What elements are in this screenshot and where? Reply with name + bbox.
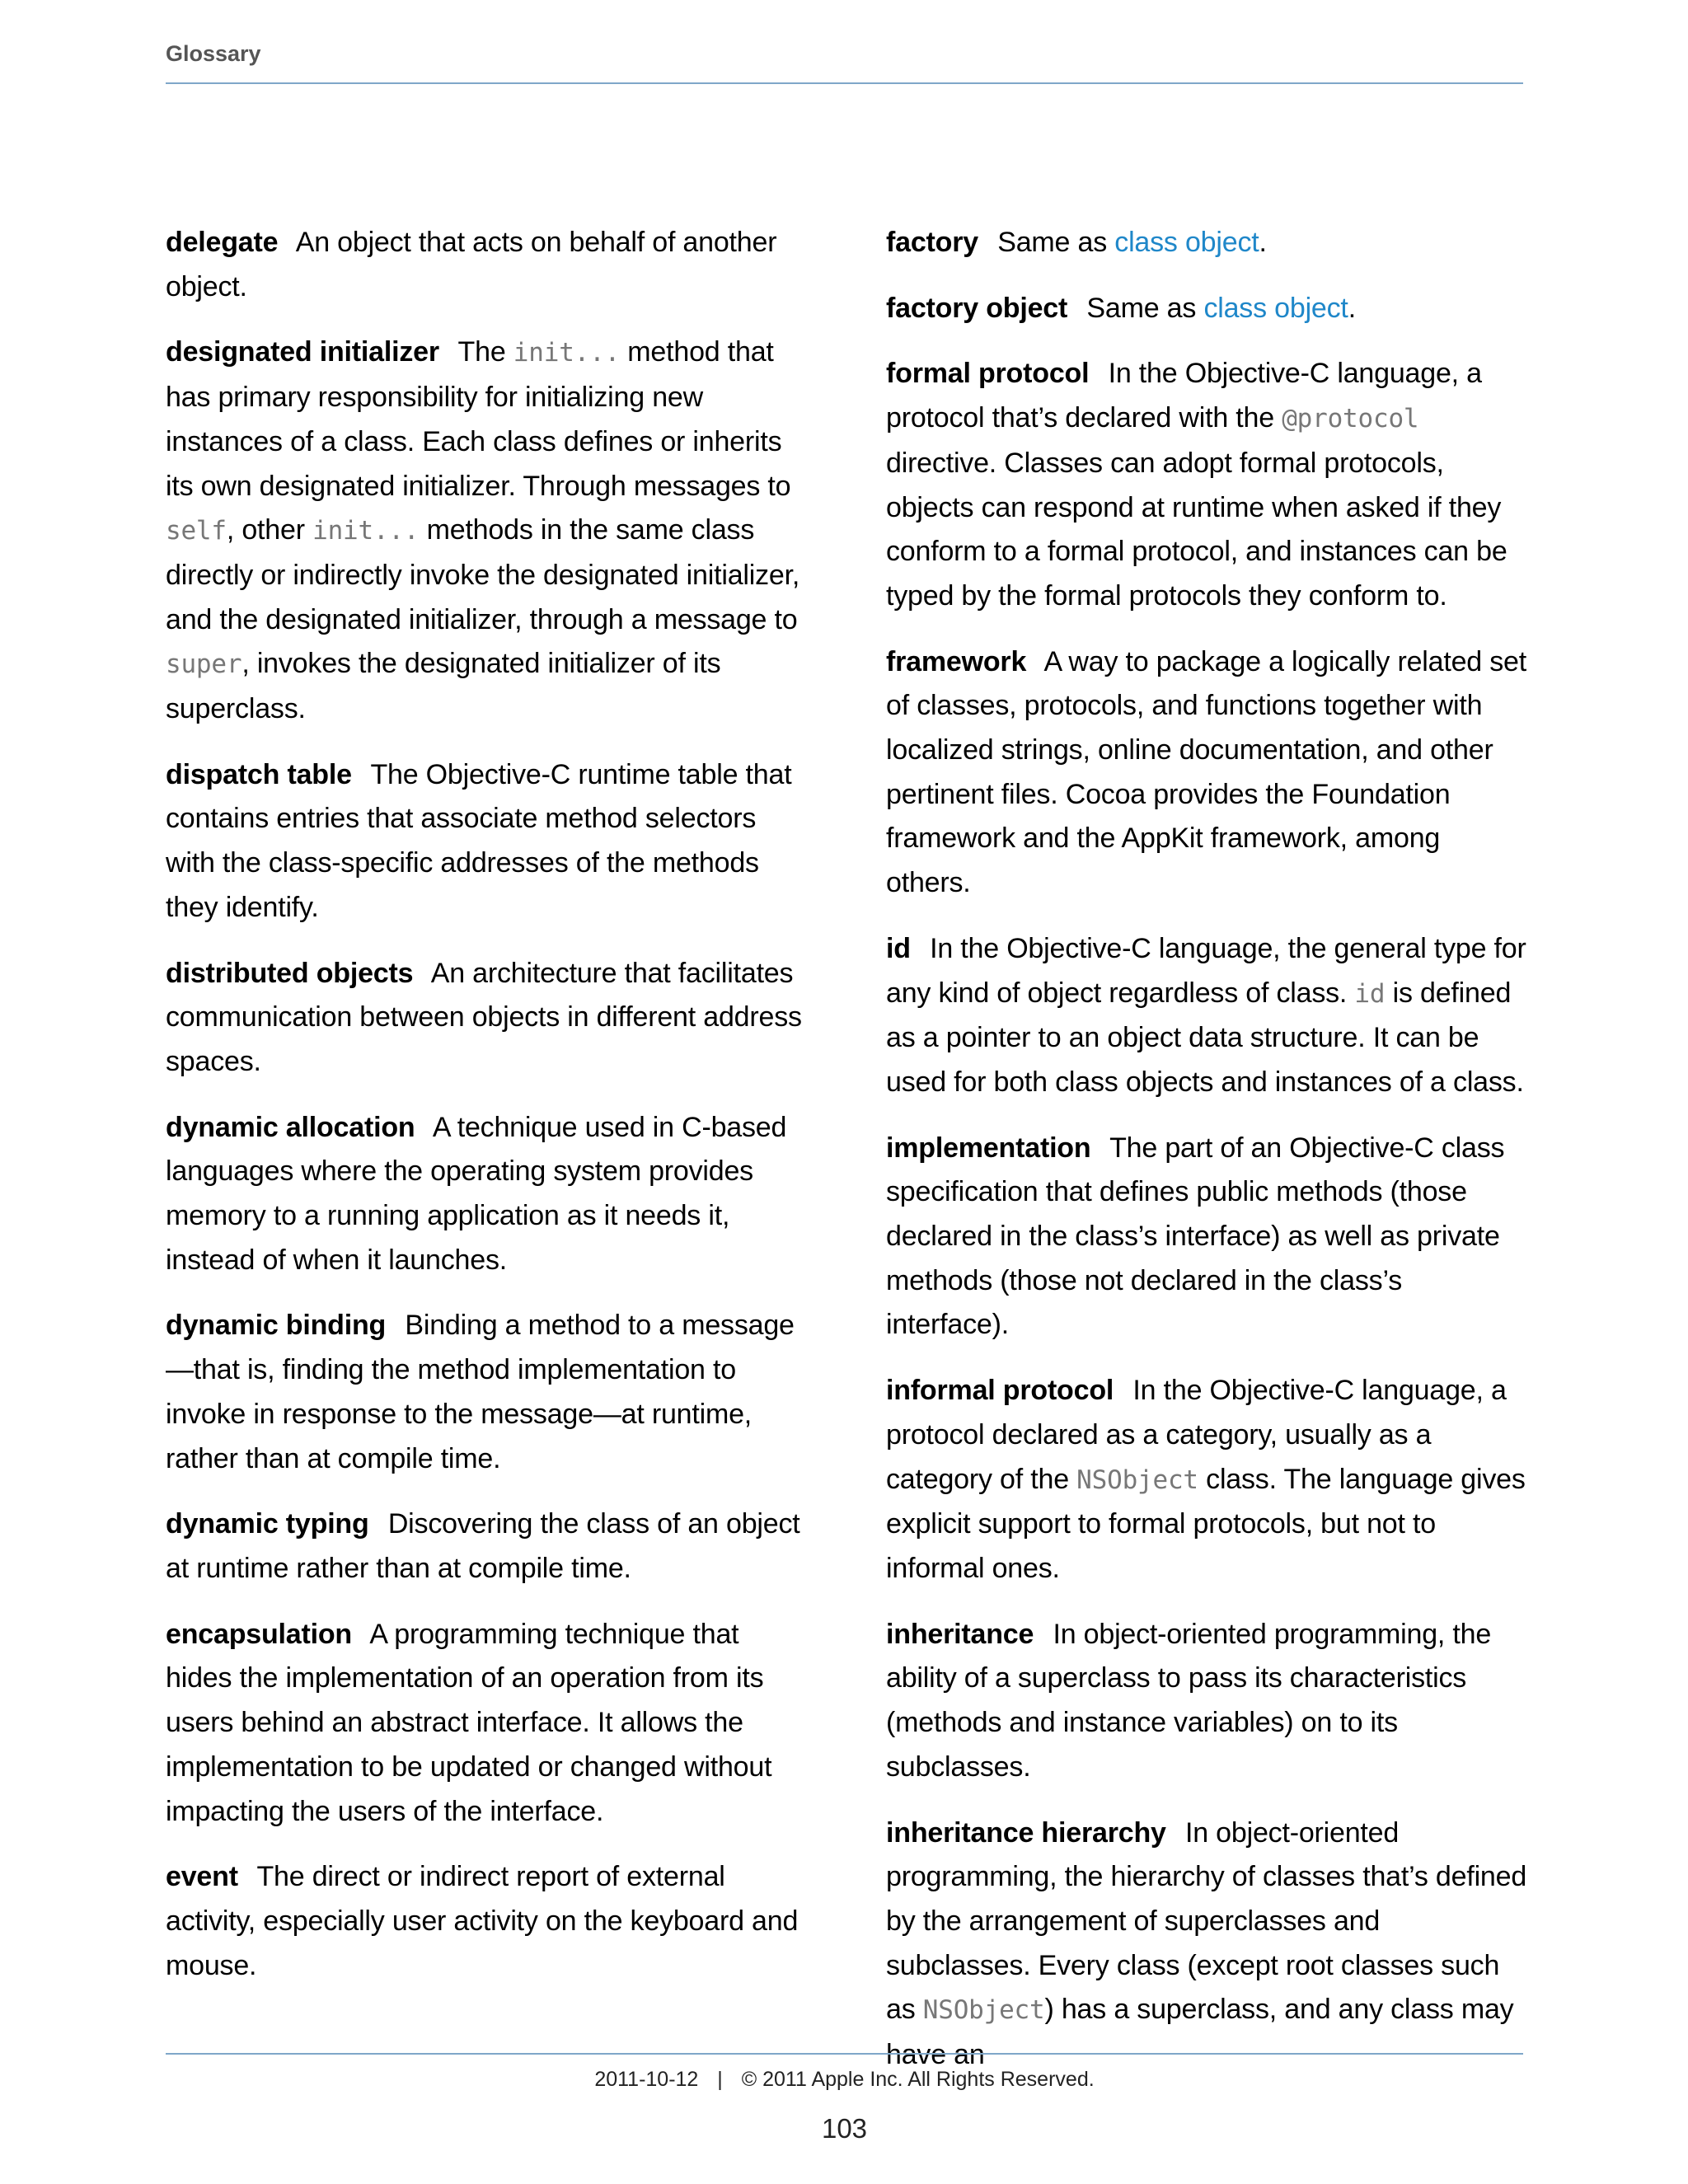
- glossary-term: implementation: [886, 1132, 1091, 1164]
- glossary-column-right: [886, 221, 1529, 2099]
- glossary-definition: A technique used in C-based languages where the operating system provides memory to a running application as it needs it, instead of when it launches.: [166, 1111, 787, 1276]
- glossary-entry-id: [886, 927, 1529, 1105]
- class-object-link[interactable]: class object: [1114, 227, 1259, 258]
- glossary-entry-encapsulation: [166, 1613, 809, 1835]
- glossary-definition-text: methods in the same class directly or indirectly invoke the designated initializer, and the designated initializer, through a message to: [166, 514, 800, 635]
- page-header: [166, 38, 1523, 84]
- glossary-definition-text: , invokes the designated initializer of its superclass.: [166, 648, 721, 725]
- glossary-entry-dispatch-table: [166, 753, 809, 930]
- glossary-entry-designated-initializer: [166, 330, 809, 731]
- glossary-definition: The direct or indirect report of external activity, especially user activity on the keyboard and mouse.: [166, 1861, 799, 1981]
- glossary-term: informal protocol: [886, 1375, 1114, 1407]
- glossary-entry-implementation: [886, 1127, 1529, 1348]
- glossary-term: factory object: [886, 292, 1068, 324]
- code-id: id: [1354, 978, 1386, 1009]
- glossary-entry-dynamic-allocation: [166, 1106, 809, 1283]
- footer-meta: [166, 2068, 1523, 2092]
- glossary-entry-inheritance-hierarchy: [886, 1811, 1529, 2078]
- glossary-definition: An architecture that facilitates communication between objects in different address spaces.: [166, 957, 802, 1077]
- code-nsobject: NSObject: [922, 1995, 1045, 2026]
- glossary-term: framework: [886, 645, 1027, 677]
- glossary-definition-text: .: [1348, 292, 1356, 324]
- glossary-term: factory: [886, 227, 978, 258]
- glossary-term: dynamic typing: [166, 1508, 369, 1540]
- code-init: init...: [513, 338, 621, 368]
- section-title: Glossary: [166, 41, 261, 66]
- glossary-entry-factory: [886, 221, 1529, 265]
- code-nsobject: NSObject: [1076, 1465, 1198, 1495]
- glossary-definition-text: The: [457, 336, 506, 368]
- glossary-term: dispatch table: [166, 758, 352, 790]
- glossary-term: delegate: [166, 227, 279, 258]
- glossary-definition: A programming technique that hides the implementation of an operation from its users behind an abstract interface. It allows the implementation to be updated or changed without impacting the users of the interface.: [166, 1618, 772, 1827]
- code-self: self: [166, 516, 227, 546]
- glossary-entry-distributed-objects: [166, 952, 809, 1085]
- glossary-definition-text: , other: [226, 514, 305, 546]
- glossary-term: formal protocol: [886, 358, 1090, 390]
- page-footer: [166, 2053, 1523, 2144]
- glossary-definition-text: In the Objective-C language, the general type for any kind of object regardless of class.: [886, 932, 1526, 1009]
- glossary-term: designated initializer: [166, 336, 439, 368]
- glossary-entry-formal-protocol: [886, 352, 1529, 618]
- class-object-link[interactable]: class object: [1203, 292, 1348, 324]
- glossary-column-left: [166, 221, 809, 2009]
- code-protocol: @protocol: [1282, 404, 1419, 434]
- glossary-term: inheritance hierarchy: [886, 1816, 1166, 1849]
- glossary-entry-delegate: [166, 221, 809, 309]
- glossary-definition-text: Same as: [1086, 292, 1197, 324]
- glossary-term: id: [886, 932, 911, 964]
- glossary-entry-event: [166, 1855, 809, 1988]
- glossary-definition: A way to package a logically related set of classes, protocols, and functions together with localized strings, online documentation, and other pertinent files. Cocoa provides the Foundation framework and the AppKit framework, among others.: [886, 645, 1527, 899]
- footer-copyright: © 2011 Apple Inc. All Rights Reserved.: [741, 2068, 1095, 2091]
- glossary-definition: Discovering the class of an object at runtime rather than at compile time.: [166, 1508, 800, 1584]
- code-super: super: [166, 649, 242, 680]
- glossary-definition: In object-oriented programming, the ability of a superclass to pass its characteristics (methods and instance variables) on to its subclasses.: [886, 1618, 1492, 1783]
- glossary-definition: The part of an Objective-C class specification that defines public methods (those declared in the class’s interface) as well as private methods (those not declared in the class’s interface).: [886, 1132, 1505, 1341]
- glossary-entry-dynamic-binding: [166, 1304, 809, 1481]
- glossary-definition-text: In object-oriented programming, the hierarchy of classes that’s defined by the arrangement of superclasses and subclasses. Every class (except root classes such as: [886, 1816, 1527, 2026]
- glossary-entry-dynamic-typing: [166, 1502, 809, 1591]
- glossary-term: encapsulation: [166, 1618, 353, 1650]
- footer-date: 2011-10-12: [594, 2068, 699, 2091]
- glossary-definition-text: directive. Classes can adopt formal protocols, objects can respond at runtime when asked if they conform to a formal protocol, and instances can be typed by the formal protocols they conform to.: [886, 447, 1507, 612]
- glossary-definition-text: is defined as a pointer to an object data structure. It can be used for both class objects and instances of a class.: [886, 977, 1524, 1098]
- glossary-definition-text: method that has primary responsibility for initializing new instances of a class. Each class defines or inherits its own designated initializer. Through messages to: [166, 336, 791, 502]
- glossary-entry-framework: [886, 640, 1529, 906]
- glossary-definition-text: .: [1259, 227, 1267, 258]
- glossary-definition-text: ) has a superclass, and any class may have an: [886, 1994, 1514, 2071]
- glossary-entry-informal-protocol: [886, 1369, 1529, 1591]
- code-init: init...: [312, 516, 420, 546]
- glossary-definition-text: In the Objective-C language, a protocol declared as a category, usually as a category of the: [886, 1375, 1507, 1495]
- glossary-term: distributed objects: [166, 957, 414, 989]
- glossary-definition: Binding a method to a message—that is, finding the method implementation to invoke in response to the message—at runtime, rather than at compile time.: [166, 1310, 795, 1474]
- glossary-term: dynamic allocation: [166, 1111, 415, 1143]
- glossary-entry-factory-object: [886, 287, 1529, 331]
- glossary-definition-text: In the Objective-C language, a protocol that’s declared with the: [886, 358, 1482, 434]
- glossary-definition: An object that acts on behalf of another object.: [166, 227, 777, 302]
- glossary-entry-inheritance: [886, 1613, 1529, 1790]
- glossary-definition-text: Same as: [997, 227, 1108, 258]
- glossary-term: event: [166, 1861, 238, 1893]
- glossary-term: inheritance: [886, 1618, 1034, 1650]
- glossary-definition: The Objective-C runtime table that contains entries that associate method selectors with the class-specific addresses of the methods they identify.: [166, 758, 792, 923]
- footer-separator: |: [717, 2068, 723, 2091]
- page-number: 103: [821, 2113, 868, 2144]
- glossary-term: dynamic binding: [166, 1310, 387, 1342]
- glossary-definition-text: class. The language gives explicit support to formal protocols, but not to informal ones.: [886, 1463, 1526, 1584]
